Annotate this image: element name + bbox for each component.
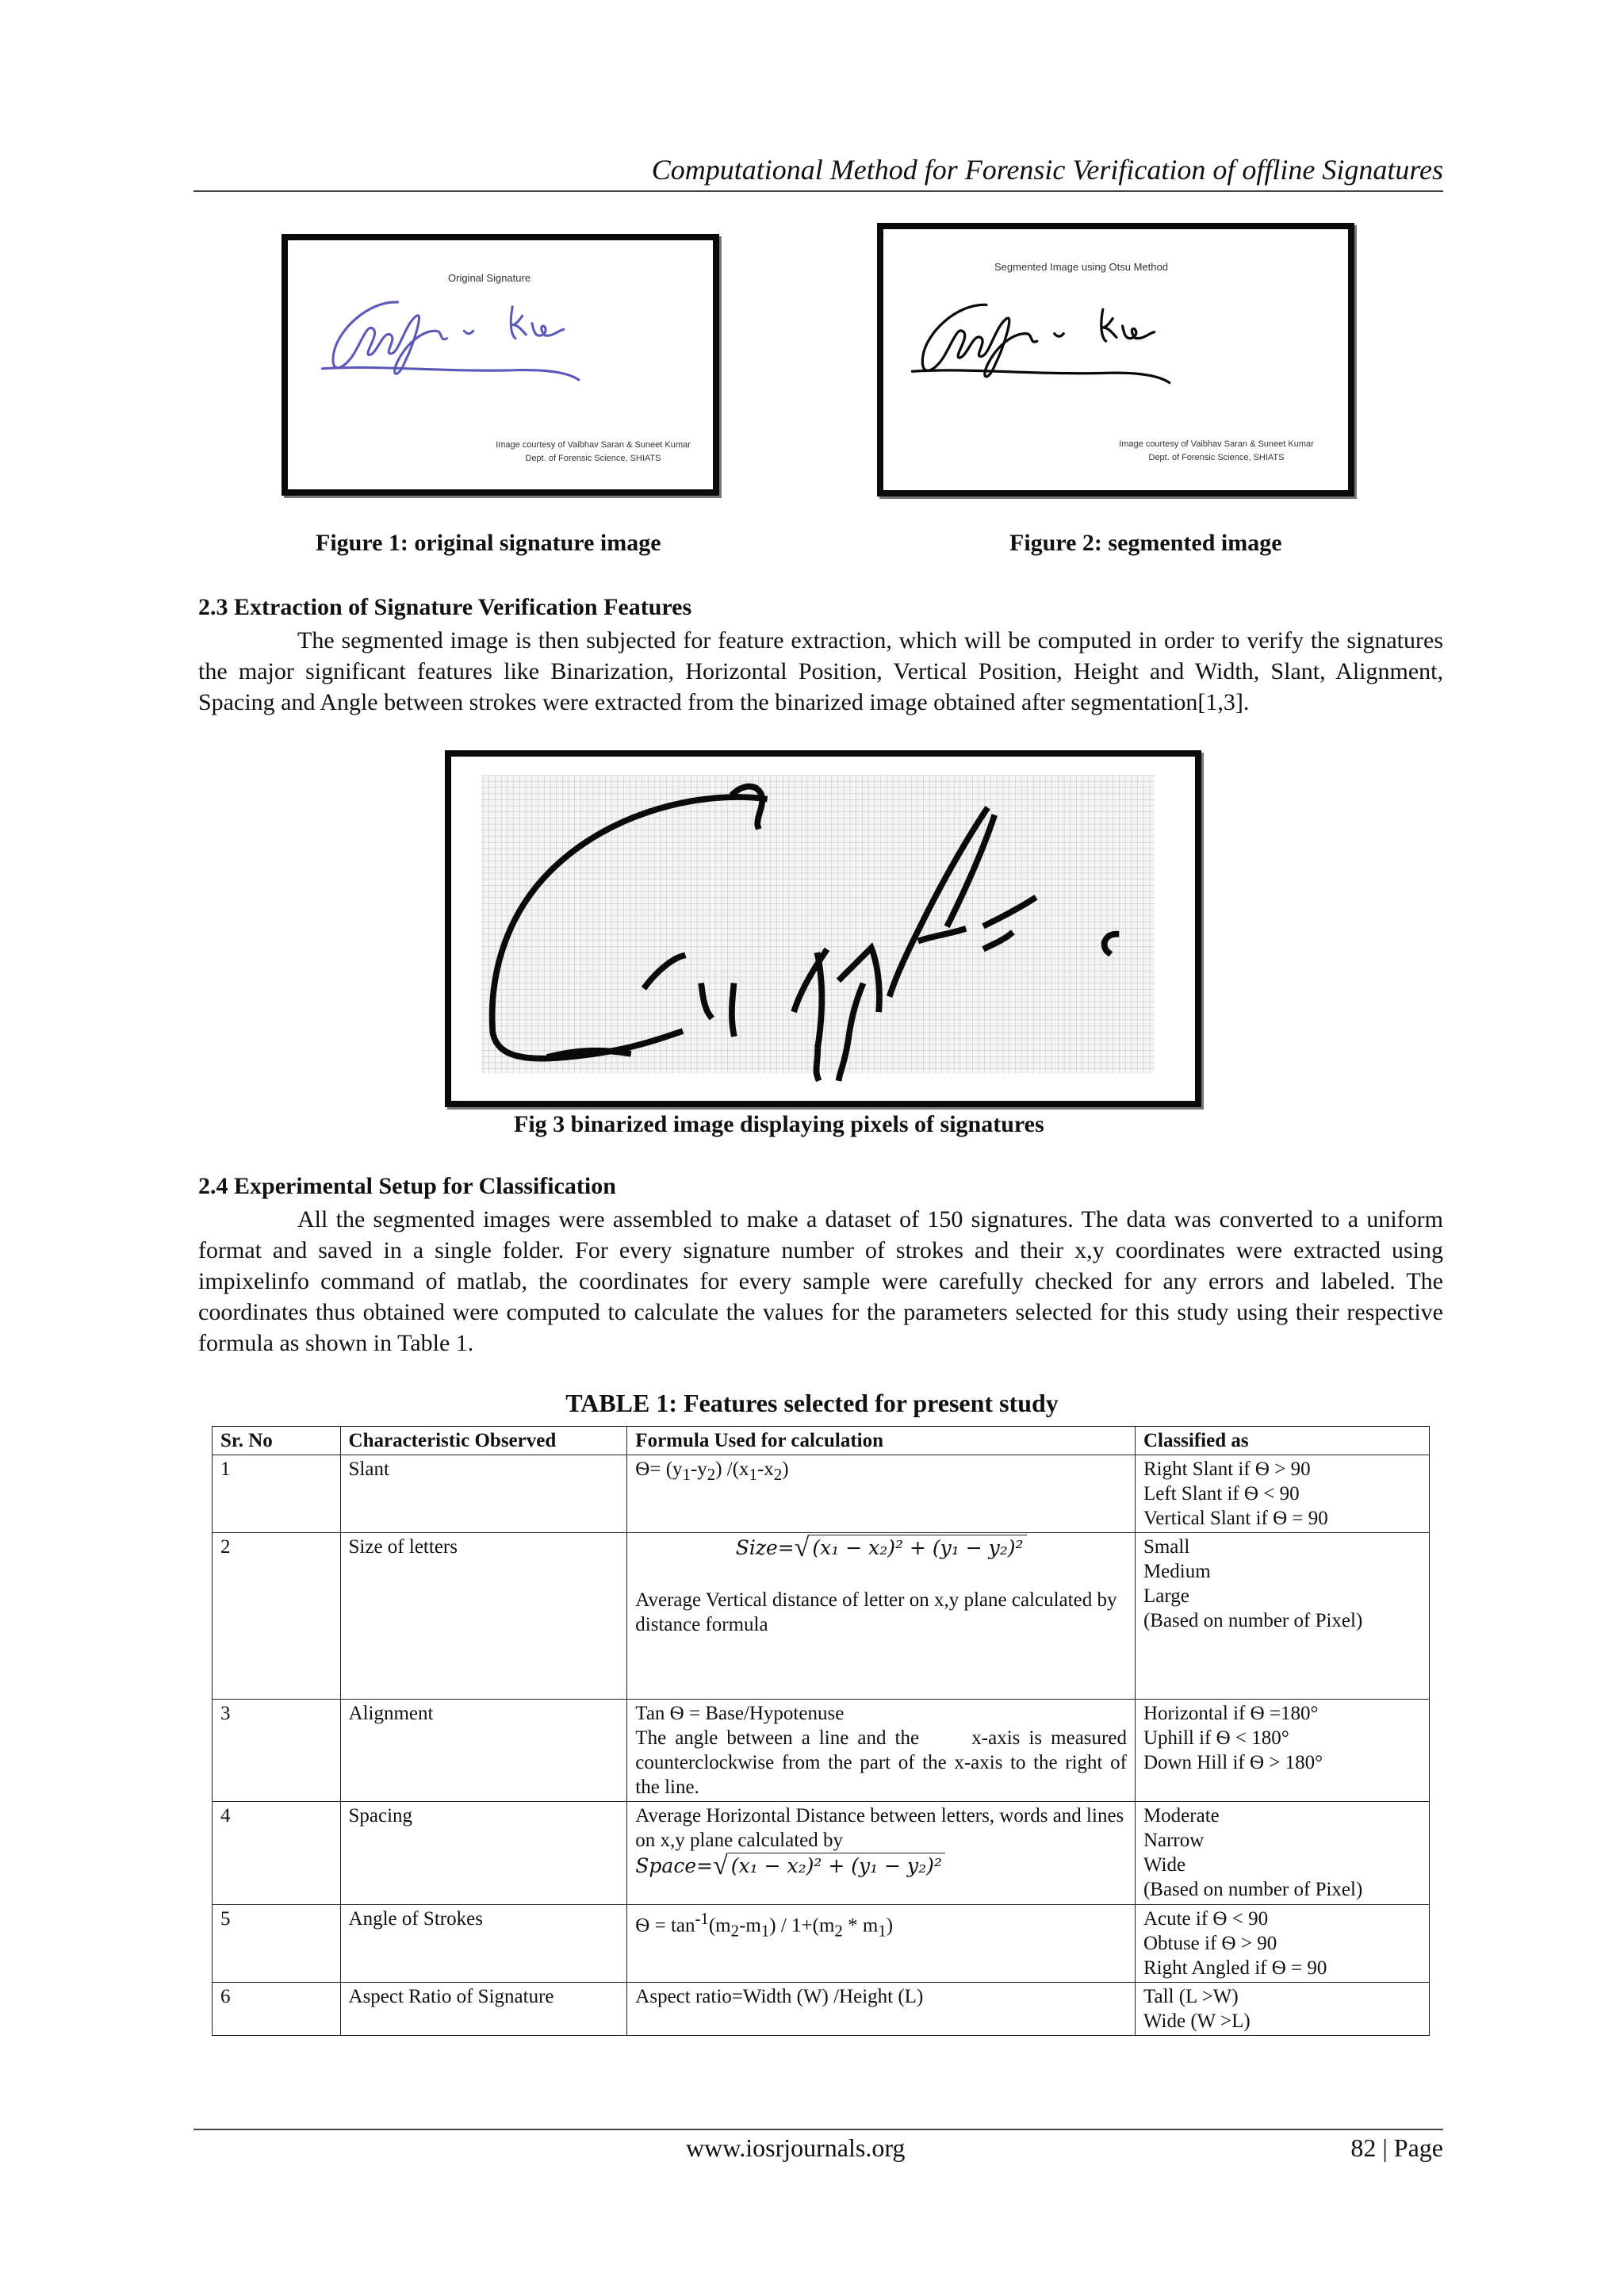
cell-classified: Tall (L >W) Wide (W >L) (1135, 1983, 1429, 2036)
cell-sr-no: 1 (213, 1455, 341, 1533)
figure-2-segmented-image (877, 223, 1354, 496)
cell-characteristic: Size of letters (340, 1533, 627, 1700)
table-row (213, 1905, 1430, 1983)
figure-1-original-signature (282, 234, 719, 496)
cell-classified: Right Slant if Ѳ > 90 Left Slant if Ѳ < 90 Vertical Slant if Ѳ = 90 (1135, 1455, 1429, 1533)
features-table (212, 1426, 1430, 2036)
running-title: Computational Method for Forensic Verification of offline Signatures (651, 154, 1443, 186)
cell-characteristic: Alignment (340, 1700, 627, 1802)
header-classified-as: Classified as (1135, 1427, 1429, 1455)
header-sr-no: Sr. No (213, 1427, 341, 1455)
figure-3-binarized-pixels (445, 750, 1201, 1107)
cell-formula: $Ѳ = \tan^{-1}(m_2-m_1) / 1+(m_2 * m_1)$ (627, 1905, 1136, 1983)
figure-1-credit-line-1: Image courtesy of Vaibhav Saran & Suneet Kumar (496, 440, 691, 450)
figure-2-credit-line-1: Image courtesy of Vaibhav Saran & Suneet Kumar (1119, 439, 1314, 449)
cell-characteristic: Angle of Strokes (340, 1905, 627, 1983)
figure-1-caption: Figure 1: original signature image (316, 530, 661, 556)
cell-sr-no: 5 (213, 1905, 341, 1983)
footer-rule (193, 2129, 1443, 2130)
section-2-3-body: The segmented image is then subjected for feature extraction, which will be computed in order to verify the signatures the major significant features like Binarization, Horizontal Position, Vertical Position, Height and Width, Slant, Alignment, Spacing and Angle between strokes were extracted from the binarized image obtained after segmentation[1,3]. (198, 627, 1443, 715)
cell-formula: Aspect ratio=Width (W) /Height (L) (627, 1983, 1136, 2036)
cell-classified: Horizontal if Ѳ =180° Uphill if Ѳ < 180° Down Hill if Ѳ > 180° (1135, 1700, 1429, 1802)
footer-url: www.iosrjournals.org (686, 2133, 906, 2162)
cell-characteristic: Aspect Ratio of Signature (340, 1983, 627, 2036)
cell-characteristic: Spacing (340, 1802, 627, 1905)
cell-sr-no: 2 (213, 1533, 341, 1700)
cell-characteristic: Slant (340, 1455, 627, 1533)
figure-1-credit (470, 439, 716, 466)
figure-2-credit (1090, 438, 1343, 465)
section-2-4-body: All the segmented images were assembled to make a dataset of 150 signatures. The data was converted to a uniform format and saved in a single folder. For every signature number of strokes and their x,y coordinates were extracted using impixelinfo command of matlab, the coordinates for every sample were carefully checked for any errors and labeled. The coordinates thus obtained were computed to calculate the values for the parameters selected for this study using their respective formula as shown in Table 1. (198, 1206, 1443, 1356)
figure-3-caption: Fig 3 binarized image displaying pixels of signatures (514, 1111, 1044, 1137)
footer-page-number: 82 | Page (1350, 2133, 1443, 2162)
section-2-3-heading: 2.3 Extraction of Signature Verification Features (198, 594, 692, 620)
cell-formula: Size=√ (x₁ − x₂)² + (y₁ − y₂)² Average Vertical distance of letter on x,y plane calculated by distance formula (627, 1533, 1136, 1700)
space-formula: Space=√ (x₁ − x₂)² + (y₁ − y₂)² (635, 1853, 1127, 1879)
table-row (213, 1983, 1430, 2036)
size-formula: Size=√ (x₁ − x₂)² + (y₁ − y₂)² (635, 1535, 1127, 1561)
cell-sr-no: 6 (213, 1983, 341, 2036)
table-row (213, 1802, 1430, 1905)
table-row (213, 1533, 1430, 1700)
cell-formula: $Ѳ= (y_1-y_2)$ $/(x_1-x_2)$ (627, 1455, 1136, 1533)
table-header-row (213, 1427, 1430, 1455)
header-characteristic: Characteristic Observed (340, 1427, 627, 1455)
cell-formula: Tan Ѳ = Base/Hypotenuse The angle between a line and the x-axis is measured counterclockwise from the part of the x-axis to the right of the line. (627, 1700, 1136, 1802)
table-row (213, 1455, 1430, 1533)
cell-sr-no: 3 (213, 1700, 341, 1802)
cell-classified: Moderate Narrow Wide (Based on number of Pixel) (1135, 1802, 1429, 1905)
figure-2-inner-label: Segmented Image using Otsu Method (994, 261, 1168, 273)
header-formula: Formula Used for calculation (627, 1427, 1136, 1455)
figure-2-caption: Figure 2: segmented image (1009, 530, 1282, 556)
figure-1-inner-label: Original Signature (448, 272, 531, 284)
header-rule (193, 190, 1443, 192)
cell-formula: Average Horizontal Distance between letters, words and lines on x,y plane calculated by Space=√ (x₁ − x₂)² + (y₁ − y₂)² (627, 1802, 1136, 1905)
figure-1-credit-line-2: Dept. of Forensic Science, SHIATS (525, 454, 661, 463)
cell-sr-no: 4 (213, 1802, 341, 1905)
figure-1-ink (322, 302, 579, 380)
cell-classified: Small Medium Large (Based on number of Pixel) (1135, 1533, 1429, 1700)
cell-classified: Acute if Ѳ < 90 Obtuse if Ѳ > 90 Right Angled if Ѳ = 90 (1135, 1905, 1429, 1983)
figure-2-ink (912, 305, 1169, 382)
section-2-4-heading: 2.4 Experimental Setup for Classification (198, 1173, 616, 1199)
table-row (213, 1700, 1430, 1802)
table-1-title: TABLE 1: Features selected for present study (565, 1389, 1059, 1417)
figure-2-credit-line-2: Dept. of Forensic Science, SHIATS (1148, 453, 1285, 462)
figure-3-pixel-grid (451, 757, 1195, 1101)
